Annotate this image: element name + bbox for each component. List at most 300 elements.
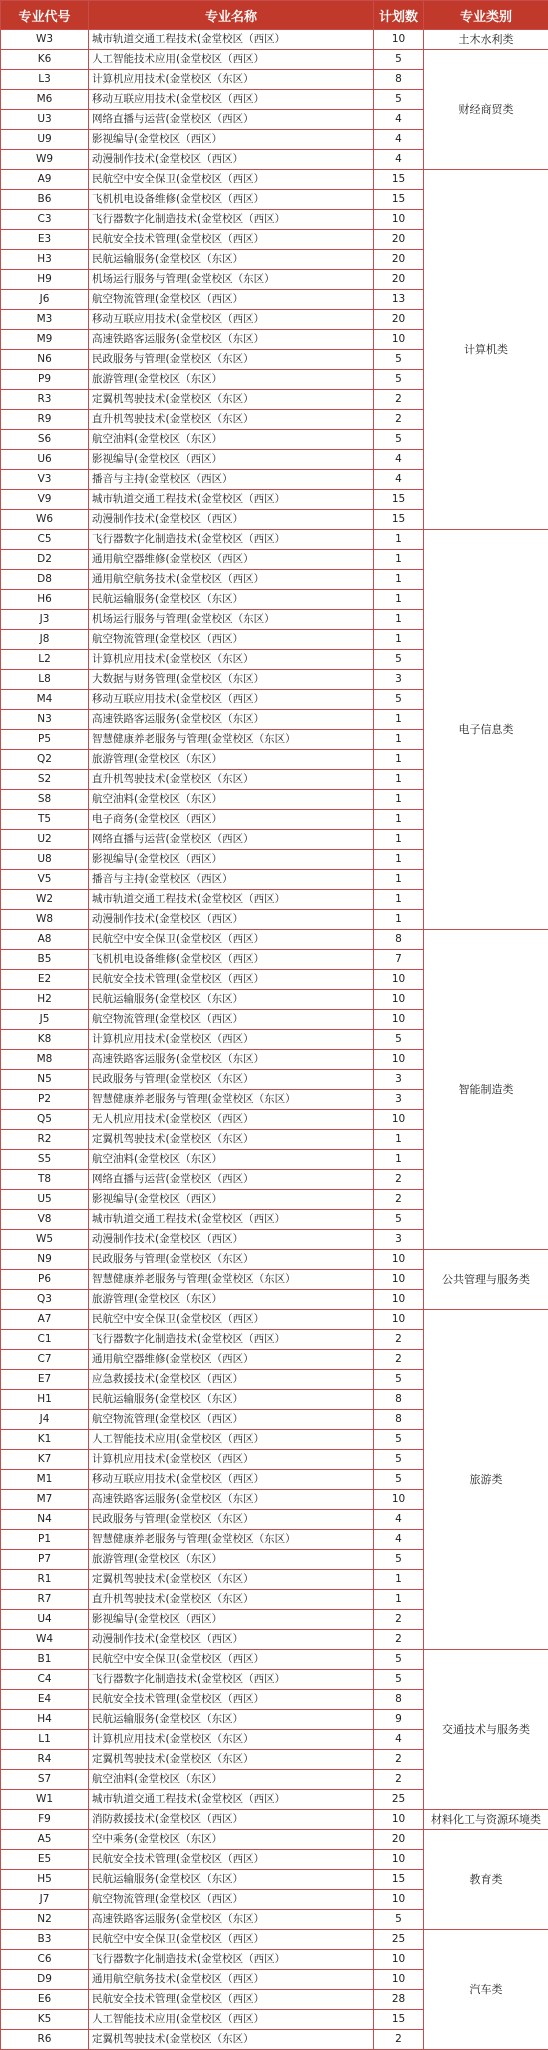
- major-code: P6: [1, 1270, 89, 1290]
- plan-count: 1: [374, 770, 424, 790]
- major-code: U2: [1, 830, 89, 850]
- plan-count: 3: [374, 670, 424, 690]
- major-code: V9: [1, 490, 89, 510]
- plan-count: 2: [374, 1350, 424, 1370]
- plan-count: 5: [374, 1910, 424, 1930]
- plan-count: 20: [374, 1830, 424, 1850]
- plan-count: 10: [374, 970, 424, 990]
- table-row: [1, 1830, 548, 1850]
- major-name: 智慧健康养老服务与管理(金堂校区（东区）: [89, 730, 374, 750]
- plan-count: 1: [374, 530, 424, 550]
- major-name: 人工智能技术应用(金堂校区（西区）: [89, 50, 374, 70]
- plan-count: 5: [374, 690, 424, 710]
- plan-count: 4: [374, 450, 424, 470]
- plan-count: 5: [374, 90, 424, 110]
- major-code: N6: [1, 350, 89, 370]
- major-name: 计算机应用技术(金堂校区（西区）: [89, 1030, 374, 1050]
- table-row: [1, 1310, 548, 1330]
- major-name: 民航安全技术管理(金堂校区（西区）: [89, 1690, 374, 1710]
- major-name: 定翼机驾驶技术(金堂校区（东区）: [89, 1130, 374, 1150]
- major-code: J6: [1, 290, 89, 310]
- major-name: 应急救援技术(金堂校区（西区）: [89, 1370, 374, 1390]
- major-name: 飞行器数字化制造技术(金堂校区（西区）: [89, 530, 374, 550]
- plan-count: 1: [374, 710, 424, 730]
- major-name: 民航安全技术管理(金堂校区（西区）: [89, 1990, 374, 2010]
- major-name: 飞行器数字化制造技术(金堂校区（西区）: [89, 1330, 374, 1350]
- major-name: 城市轨道交通工程技术(金堂校区（西区）: [89, 1790, 374, 1810]
- plan-count: 10: [374, 210, 424, 230]
- plan-count: 2: [374, 1170, 424, 1190]
- plan-count: 25: [374, 1930, 424, 1950]
- major-code: S6: [1, 430, 89, 450]
- major-name: 计算机应用技术(金堂校区（西区）: [89, 1450, 374, 1470]
- major-code: F9: [1, 1810, 89, 1830]
- major-code: M1: [1, 1470, 89, 1490]
- major-code: R3: [1, 390, 89, 410]
- plan-count: 1: [374, 550, 424, 570]
- plan-count: 4: [374, 1730, 424, 1750]
- plan-count: 1: [374, 870, 424, 890]
- major-code: R9: [1, 410, 89, 430]
- major-name: 民政服务与管理(金堂校区（东区）: [89, 1070, 374, 1090]
- major-name: 影视编导(金堂校区（西区）: [89, 130, 374, 150]
- plan-count: 10: [374, 1270, 424, 1290]
- major-code: H4: [1, 1710, 89, 1730]
- major-name: 网络直播与运营(金堂校区（西区）: [89, 830, 374, 850]
- major-code: H1: [1, 1390, 89, 1410]
- plan-count: 15: [374, 190, 424, 210]
- major-name: 航空物流管理(金堂校区（西区）: [89, 1410, 374, 1430]
- major-name: 通用航空器维修(金堂校区（西区）: [89, 550, 374, 570]
- major-name: 播音与主持(金堂校区（西区）: [89, 870, 374, 890]
- major-code: P5: [1, 730, 89, 750]
- major-name: 直升机驾驶技术(金堂校区（东区）: [89, 1590, 374, 1610]
- major-code: W8: [1, 910, 89, 930]
- plan-count: 8: [374, 1410, 424, 1430]
- major-name: 动漫制作技术(金堂校区（西区）: [89, 1230, 374, 1250]
- plan-count: 2: [374, 1750, 424, 1770]
- major-name: 民航运输服务(金堂校区（东区）: [89, 250, 374, 270]
- major-name: 机场运行服务与管理(金堂校区（东区）: [89, 270, 374, 290]
- major-name: 民政服务与管理(金堂校区（东区）: [89, 1250, 374, 1270]
- plan-count: 4: [374, 1530, 424, 1550]
- major-name: 航空物流管理(金堂校区（西区）: [89, 1010, 374, 1030]
- major-code: R7: [1, 1590, 89, 1610]
- major-name: 电子商务(金堂校区（西区）: [89, 810, 374, 830]
- major-code: T8: [1, 1170, 89, 1190]
- major-name: 航空物流管理(金堂校区（西区）: [89, 1890, 374, 1910]
- major-code: E5: [1, 1850, 89, 1870]
- major-name: 高速铁路客运服务(金堂校区（东区）: [89, 710, 374, 730]
- major-code: J8: [1, 630, 89, 650]
- major-code: A5: [1, 1830, 89, 1850]
- major-code: L8: [1, 670, 89, 690]
- major-category: 旅游类: [424, 1310, 548, 1650]
- plan-count: 5: [374, 650, 424, 670]
- major-code: D8: [1, 570, 89, 590]
- plan-count: 2: [374, 1630, 424, 1650]
- major-category: 材料化工与资源环境类: [424, 1810, 548, 1830]
- plan-count: 7: [374, 950, 424, 970]
- major-name: 影视编导(金堂校区（西区）: [89, 1190, 374, 1210]
- plan-count: 5: [374, 1210, 424, 1230]
- major-code: A7: [1, 1310, 89, 1330]
- major-code: T5: [1, 810, 89, 830]
- plan-count: 10: [374, 30, 424, 50]
- major-code: U6: [1, 450, 89, 470]
- major-name: 直升机驾驶技术(金堂校区（东区）: [89, 410, 374, 430]
- plan-count: 10: [374, 330, 424, 350]
- major-code: W1: [1, 1790, 89, 1810]
- major-name: 智慧健康养老服务与管理(金堂校区（东区）: [89, 1270, 374, 1290]
- major-category: 智能制造类: [424, 930, 548, 1250]
- plan-count: 20: [374, 270, 424, 290]
- major-code: R6: [1, 2030, 89, 2050]
- plan-count: 4: [374, 130, 424, 150]
- major-code: R4: [1, 1750, 89, 1770]
- plan-count: 20: [374, 310, 424, 330]
- major-name: 通用航空航务技术(金堂校区（西区）: [89, 570, 374, 590]
- major-name: 旅游管理(金堂校区（东区）: [89, 370, 374, 390]
- plan-count: 2: [374, 1330, 424, 1350]
- major-code: S2: [1, 770, 89, 790]
- major-name: 移动互联应用技术(金堂校区（西区）: [89, 690, 374, 710]
- major-code: C5: [1, 530, 89, 550]
- major-name: 城市轨道交通工程技术(金堂校区（西区）: [89, 1210, 374, 1230]
- plan-count: 3: [374, 1090, 424, 1110]
- major-code: V3: [1, 470, 89, 490]
- plan-count: 3: [374, 1070, 424, 1090]
- major-name: 飞机机电设备维修(金堂校区（西区）: [89, 950, 374, 970]
- major-name: 航空油料(金堂校区（东区）: [89, 1150, 374, 1170]
- major-name: 通用航空航务技术(金堂校区（西区）: [89, 1970, 374, 1990]
- plan-count: 1: [374, 750, 424, 770]
- major-code: K7: [1, 1450, 89, 1470]
- major-name: 计算机应用技术(金堂校区（东区）: [89, 650, 374, 670]
- plan-count: 5: [374, 1550, 424, 1570]
- plan-count: 1: [374, 630, 424, 650]
- major-code: A8: [1, 930, 89, 950]
- plan-count: 8: [374, 930, 424, 950]
- table-row: [1, 1650, 548, 1670]
- plan-count: 10: [374, 1110, 424, 1130]
- major-name: 定翼机驾驶技术(金堂校区（东区）: [89, 1570, 374, 1590]
- major-name: 影视编导(金堂校区（西区）: [89, 1610, 374, 1630]
- plan-count: 10: [374, 1950, 424, 1970]
- major-name: 高速铁路客运服务(金堂校区（东区）: [89, 1910, 374, 1930]
- plan-count: 1: [374, 570, 424, 590]
- major-name: 民航运输服务(金堂校区（东区）: [89, 590, 374, 610]
- major-name: 定翼机驾驶技术(金堂校区（东区）: [89, 390, 374, 410]
- major-code: N5: [1, 1070, 89, 1090]
- major-name: 网络直播与运营(金堂校区（西区）: [89, 110, 374, 130]
- plan-count: 2: [374, 390, 424, 410]
- major-name: 民航运输服务(金堂校区（东区）: [89, 1710, 374, 1730]
- major-name: 人工智能技术应用(金堂校区（西区）: [89, 2010, 374, 2030]
- major-name: 计算机应用技术(金堂校区（东区）: [89, 70, 374, 90]
- major-code: K5: [1, 2010, 89, 2030]
- major-name: 旅游管理(金堂校区（东区）: [89, 750, 374, 770]
- major-code: P2: [1, 1090, 89, 1110]
- major-name: 动漫制作技术(金堂校区（西区）: [89, 510, 374, 530]
- major-name: 城市轨道交通工程技术(金堂校区（西区）: [89, 490, 374, 510]
- plan-count: 4: [374, 1510, 424, 1530]
- plan-count: 5: [374, 370, 424, 390]
- table-body: [1, 30, 548, 2050]
- major-code: L1: [1, 1730, 89, 1750]
- major-code: Q2: [1, 750, 89, 770]
- major-code: C7: [1, 1350, 89, 1370]
- major-name: 航空油料(金堂校区（东区）: [89, 790, 374, 810]
- major-code: H5: [1, 1870, 89, 1890]
- plan-count: 5: [374, 1030, 424, 1050]
- major-code: Q5: [1, 1110, 89, 1130]
- plan-count: 15: [374, 490, 424, 510]
- table-row: [1, 930, 548, 950]
- major-name: 民航运输服务(金堂校区（东区）: [89, 1870, 374, 1890]
- plan-count: 1: [374, 1150, 424, 1170]
- major-name: 民政服务与管理(金堂校区（东区）: [89, 1510, 374, 1530]
- plan-count: 10: [374, 1490, 424, 1510]
- plan-count: 15: [374, 170, 424, 190]
- major-code: J5: [1, 1010, 89, 1030]
- plan-count: 1: [374, 1570, 424, 1590]
- major-category: 电子信息类: [424, 530, 548, 930]
- major-name: 民航安全技术管理(金堂校区（西区）: [89, 230, 374, 250]
- major-code: W3: [1, 30, 89, 50]
- plan-count: 10: [374, 990, 424, 1010]
- major-name: 民航空中安全保卫(金堂校区（西区）: [89, 1650, 374, 1670]
- table-row: [1, 1930, 548, 1950]
- plan-count: 10: [374, 1050, 424, 1070]
- plan-count: 1: [374, 610, 424, 630]
- plan-count: 2: [374, 410, 424, 430]
- major-code: U9: [1, 130, 89, 150]
- major-code: E4: [1, 1690, 89, 1710]
- table-row: [1, 1250, 548, 1270]
- major-name: 民航空中安全保卫(金堂校区（西区）: [89, 1310, 374, 1330]
- major-code: M6: [1, 90, 89, 110]
- major-name: 飞机机电设备维修(金堂校区（西区）: [89, 190, 374, 210]
- plan-count: 10: [374, 1250, 424, 1270]
- major-code: U3: [1, 110, 89, 130]
- plan-count: 1: [374, 730, 424, 750]
- plan-count: 9: [374, 1710, 424, 1730]
- major-name: 航空物流管理(金堂校区（西区）: [89, 630, 374, 650]
- major-name: 消防救援技术(金堂校区（西区）: [89, 1810, 374, 1830]
- major-code: H3: [1, 250, 89, 270]
- plan-count: 10: [374, 1810, 424, 1830]
- major-code: N9: [1, 1250, 89, 1270]
- major-category: 汽车类: [424, 1930, 548, 2050]
- major-code: Q3: [1, 1290, 89, 1310]
- plan-count: 1: [374, 590, 424, 610]
- major-category: 公共管理与服务类: [424, 1250, 548, 1310]
- major-code: C3: [1, 210, 89, 230]
- major-code: C4: [1, 1670, 89, 1690]
- major-name: 旅游管理(金堂校区（东区）: [89, 1550, 374, 1570]
- major-name: 机场运行服务与管理(金堂校区（东区）: [89, 610, 374, 630]
- major-code: K8: [1, 1030, 89, 1050]
- plan-count: 5: [374, 50, 424, 70]
- major-name: 影视编导(金堂校区（西区）: [89, 450, 374, 470]
- major-code: S7: [1, 1770, 89, 1790]
- plan-count: 5: [374, 1450, 424, 1470]
- major-name: 移动互联应用技术(金堂校区（西区）: [89, 1470, 374, 1490]
- major-name: 城市轨道交通工程技术(金堂校区（西区）: [89, 30, 374, 50]
- major-name: 高速铁路客运服务(金堂校区（东区）: [89, 1050, 374, 1070]
- major-name: 航空油料(金堂校区（东区）: [89, 1770, 374, 1790]
- major-name: 动漫制作技术(金堂校区（西区）: [89, 150, 374, 170]
- major-name: 民航安全技术管理(金堂校区（西区）: [89, 1850, 374, 1870]
- major-name: 定翼机驾驶技术(金堂校区（东区）: [89, 1750, 374, 1770]
- major-code: W9: [1, 150, 89, 170]
- header-name: 专业名称: [89, 1, 374, 30]
- major-code: D9: [1, 1970, 89, 1990]
- major-name: 民航安全技术管理(金堂校区（西区）: [89, 970, 374, 990]
- plan-count: 5: [374, 1670, 424, 1690]
- major-name: 空中乘务(金堂校区（东区）: [89, 1830, 374, 1850]
- major-name: 智慧健康养老服务与管理(金堂校区（东区）: [89, 1090, 374, 1110]
- plan-count: 8: [374, 70, 424, 90]
- plan-count: 2: [374, 2030, 424, 2050]
- plan-count: 10: [374, 1010, 424, 1030]
- major-code: R2: [1, 1130, 89, 1150]
- major-name: 大数据与财务管理(金堂校区（东区）: [89, 670, 374, 690]
- major-code: E3: [1, 230, 89, 250]
- plan-count: 5: [374, 1370, 424, 1390]
- major-code: U5: [1, 1190, 89, 1210]
- major-code: L2: [1, 650, 89, 670]
- major-name: 高速铁路客运服务(金堂校区（东区）: [89, 1490, 374, 1510]
- major-code: E2: [1, 970, 89, 990]
- header-row: [1, 1, 548, 30]
- major-code: S5: [1, 1150, 89, 1170]
- major-name: 直升机驾驶技术(金堂校区（东区）: [89, 770, 374, 790]
- major-code: K6: [1, 50, 89, 70]
- plan-count: 15: [374, 510, 424, 530]
- plan-count: 25: [374, 1790, 424, 1810]
- major-code: B3: [1, 1930, 89, 1950]
- major-code: H2: [1, 990, 89, 1010]
- major-code: R1: [1, 1570, 89, 1590]
- major-code: C1: [1, 1330, 89, 1350]
- major-name: 民航空中安全保卫(金堂校区（西区）: [89, 170, 374, 190]
- major-code: M9: [1, 330, 89, 350]
- major-name: 民航运输服务(金堂校区（东区）: [89, 990, 374, 1010]
- major-code: J4: [1, 1410, 89, 1430]
- major-code: U8: [1, 850, 89, 870]
- plan-count: 10: [374, 1850, 424, 1870]
- major-code: D2: [1, 550, 89, 570]
- major-name: 动漫制作技术(金堂校区（西区）: [89, 1630, 374, 1650]
- major-code: U4: [1, 1610, 89, 1630]
- plan-count: 15: [374, 1870, 424, 1890]
- plan-count: 5: [374, 430, 424, 450]
- major-category: 土木水利类: [424, 30, 548, 50]
- major-name: 网络直播与运营(金堂校区（西区）: [89, 1170, 374, 1190]
- major-code: L3: [1, 70, 89, 90]
- major-code: P9: [1, 370, 89, 390]
- plan-count: 20: [374, 250, 424, 270]
- major-name: 飞行器数字化制造技术(金堂校区（西区）: [89, 1950, 374, 1970]
- major-code: E7: [1, 1370, 89, 1390]
- plan-count: 5: [374, 350, 424, 370]
- plan-count: 1: [374, 830, 424, 850]
- major-name: 动漫制作技术(金堂校区（西区）: [89, 910, 374, 930]
- plan-count: 3: [374, 1230, 424, 1250]
- plan-count: 15: [374, 2010, 424, 2030]
- plan-count: 1: [374, 1130, 424, 1150]
- major-name: 通用航空器维修(金堂校区（西区）: [89, 1350, 374, 1370]
- plan-count: 1: [374, 790, 424, 810]
- major-category: 财经商贸类: [424, 50, 548, 170]
- table-row: [1, 50, 548, 70]
- major-code: E6: [1, 1990, 89, 2010]
- plan-count: 2: [374, 1190, 424, 1210]
- major-code: W6: [1, 510, 89, 530]
- plan-count: 13: [374, 290, 424, 310]
- plan-count: 5: [374, 1470, 424, 1490]
- major-code: M4: [1, 690, 89, 710]
- major-code: W2: [1, 890, 89, 910]
- header-plan: 计划数: [374, 1, 424, 30]
- major-name: 城市轨道交通工程技术(金堂校区（西区）: [89, 890, 374, 910]
- major-code: P7: [1, 1550, 89, 1570]
- plan-count: 1: [374, 810, 424, 830]
- plan-count: 1: [374, 890, 424, 910]
- major-name: 影视编导(金堂校区（西区）: [89, 850, 374, 870]
- major-code: V5: [1, 870, 89, 890]
- plan-count: 5: [374, 1430, 424, 1450]
- major-name: 民政服务与管理(金堂校区（东区）: [89, 350, 374, 370]
- table-row: [1, 530, 548, 550]
- major-code: H6: [1, 590, 89, 610]
- plan-count: 2: [374, 1770, 424, 1790]
- major-code: C6: [1, 1950, 89, 1970]
- plan-count: 8: [374, 1390, 424, 1410]
- major-code: M3: [1, 310, 89, 330]
- major-name: 计算机应用技术(金堂校区（东区）: [89, 1730, 374, 1750]
- major-code: N2: [1, 1910, 89, 1930]
- major-name: 定翼机驾驶技术(金堂校区（东区）: [89, 2030, 374, 2050]
- major-name: 航空油料(金堂校区（东区）: [89, 430, 374, 450]
- header-code: 专业代号: [1, 1, 89, 30]
- major-code: W5: [1, 1230, 89, 1250]
- major-name: 旅游管理(金堂校区（东区）: [89, 1290, 374, 1310]
- major-code: J3: [1, 610, 89, 630]
- plan-count: 5: [374, 1650, 424, 1670]
- plan-count: 2: [374, 1610, 424, 1630]
- plan-count: 28: [374, 1990, 424, 2010]
- plan-count: 10: [374, 1290, 424, 1310]
- plan-count: 10: [374, 1890, 424, 1910]
- major-name: 无人机应用技术(金堂校区（西区）: [89, 1110, 374, 1130]
- plan-count: 4: [374, 470, 424, 490]
- major-name: 人工智能技术应用(金堂校区（西区）: [89, 1430, 374, 1450]
- table-row: [1, 30, 548, 50]
- major-name: 飞行器数字化制造技术(金堂校区（西区）: [89, 210, 374, 230]
- major-name: 移动互联应用技术(金堂校区（西区）: [89, 310, 374, 330]
- major-code: M8: [1, 1050, 89, 1070]
- major-category: 交通技术与服务类: [424, 1650, 548, 1810]
- major-code: A9: [1, 170, 89, 190]
- major-code: M7: [1, 1490, 89, 1510]
- table-row: [1, 1810, 548, 1830]
- plan-count: 4: [374, 150, 424, 170]
- major-code: N4: [1, 1510, 89, 1530]
- major-code: H9: [1, 270, 89, 290]
